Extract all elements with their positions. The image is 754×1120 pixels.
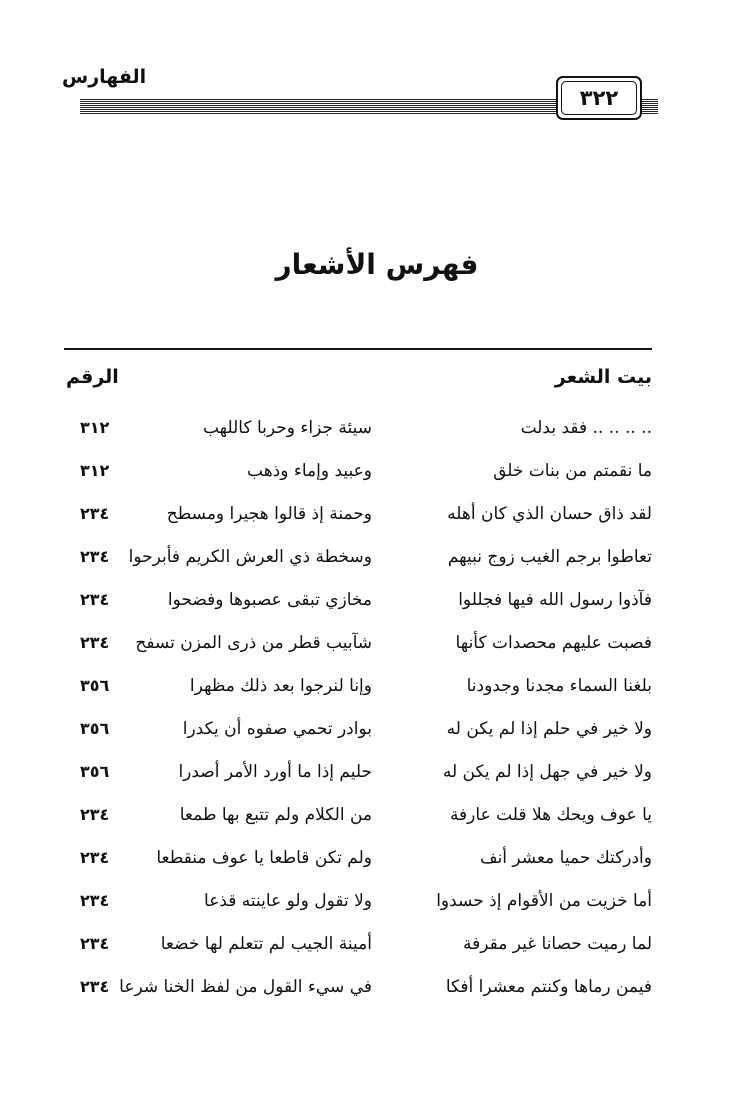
verse-second-hemistich: مخازي تبقى عصبوها وفضحوا bbox=[167, 590, 372, 610]
verse-first-hemistich: ما نقمتم من بنات خلق bbox=[493, 461, 652, 481]
table-row bbox=[0, 539, 754, 582]
verse-second-hemistich: سيئة جزاء وحربا كاللهب bbox=[202, 418, 372, 438]
page-reference: ٢٣٤ bbox=[80, 848, 110, 867]
verse-second-hemistich: ولا تقول ولو عاينته قذعا bbox=[204, 891, 372, 911]
verse-second-hemistich: وحمنة إذ قالوا هجيرا ومسطح bbox=[166, 504, 372, 524]
verse-second-hemistich: وإنا لنرجوا بعد ذلك مظهرا bbox=[189, 676, 372, 696]
verse-first-hemistich: .. .. .. .. فقد بدلت bbox=[520, 418, 652, 438]
table-row bbox=[0, 926, 754, 969]
verse-first-hemistich: ولا خير في جهل إذا لم يكن له bbox=[442, 762, 652, 782]
page-reference: ٢٣٤ bbox=[80, 504, 110, 523]
page-reference: ٢٣٤ bbox=[80, 891, 110, 910]
poetry-index-list bbox=[0, 410, 754, 1012]
table-row bbox=[0, 711, 754, 754]
table-row bbox=[0, 840, 754, 883]
table-row bbox=[0, 668, 754, 711]
page-reference: ٢٣٤ bbox=[80, 934, 110, 953]
table-row bbox=[0, 496, 754, 539]
column-header-verse: بيت الشعر bbox=[554, 366, 652, 388]
verse-second-hemistich: شآبيب قطر من ذرى المزن تسفح bbox=[135, 633, 372, 653]
verse-first-hemistich: أما خزيت من الأقوام إذ حسدوا bbox=[436, 891, 652, 911]
verse-first-hemistich: وأدركتك حميا معشر أنف bbox=[479, 848, 652, 868]
page-reference: ٢٣٤ bbox=[80, 633, 110, 652]
verse-second-hemistich: حليم إذا ما أورد الأمر أصدرا bbox=[178, 762, 372, 782]
verse-first-hemistich: يا عوف ويحك هلا قلت عارفة bbox=[449, 805, 652, 825]
table-row bbox=[0, 582, 754, 625]
verse-first-hemistich: تعاطوا برجم الغيب زوج نبيهم bbox=[447, 547, 652, 567]
verse-first-hemistich: ولا خير في حلم إذا لم يكن له bbox=[446, 719, 652, 739]
table-row bbox=[0, 625, 754, 668]
table-row bbox=[0, 410, 754, 453]
page-reference: ٣٥٦ bbox=[80, 676, 110, 695]
section-title: فهرس الأشعار bbox=[275, 248, 479, 281]
table-row bbox=[0, 797, 754, 840]
running-title: الفهارس bbox=[62, 66, 147, 88]
verse-first-hemistich: فآذوا رسول الله فيها فجللوا bbox=[458, 590, 652, 610]
page-reference: ٣٥٦ bbox=[80, 762, 110, 781]
verse-second-hemistich: وعبيد وإماء وذهب bbox=[247, 461, 372, 481]
table-row bbox=[0, 453, 754, 496]
page-reference: ٢٣٤ bbox=[80, 590, 110, 609]
verse-first-hemistich: بلغنا السماء مجدنا وجدودنا bbox=[466, 676, 652, 696]
verse-second-hemistich: في سيء القول من لفظ الخنا شرعا bbox=[119, 977, 372, 997]
verse-first-hemistich: لقد ذاق حسان الذي كان أهله bbox=[447, 504, 652, 524]
table-row bbox=[0, 883, 754, 926]
column-header-number: الرقم bbox=[66, 366, 119, 388]
verse-first-hemistich: فيمن رماها وكنتم معشرا أفكا bbox=[445, 977, 652, 997]
verse-second-hemistich: وسخطة ذي العرش الكريم فأبرحوا bbox=[128, 547, 372, 567]
page-reference: ٢٣٤ bbox=[80, 805, 110, 824]
page-reference: ٣٥٦ bbox=[80, 719, 110, 738]
page-reference: ٢٣٤ bbox=[80, 977, 110, 996]
page-reference: ٣١٢ bbox=[80, 461, 110, 480]
table-row bbox=[0, 969, 754, 1012]
verse-second-hemistich: ولم تكن قاطعا يا عوف منقطعا bbox=[156, 848, 372, 868]
page-reference: ٣١٢ bbox=[80, 418, 110, 437]
verse-second-hemistich: أمينة الجيب لم تتعلم لها خضعا bbox=[160, 934, 372, 954]
header-rule-right bbox=[640, 98, 658, 114]
page-number: ٣٢٢ bbox=[556, 76, 642, 120]
verse-second-hemistich: بوادر تحمي صفوه أن يكدرا bbox=[182, 719, 372, 739]
verse-first-hemistich: فصبت عليهم محصدات كأنها bbox=[455, 633, 652, 653]
verse-second-hemistich: من الكلام ولم تتبع بها طمعا bbox=[179, 805, 372, 825]
table-rule bbox=[64, 348, 652, 350]
table-row bbox=[0, 754, 754, 797]
page-reference: ٢٣٤ bbox=[80, 547, 110, 566]
verse-first-hemistich: لما رميت حصانا غير مقرفة bbox=[462, 934, 652, 954]
